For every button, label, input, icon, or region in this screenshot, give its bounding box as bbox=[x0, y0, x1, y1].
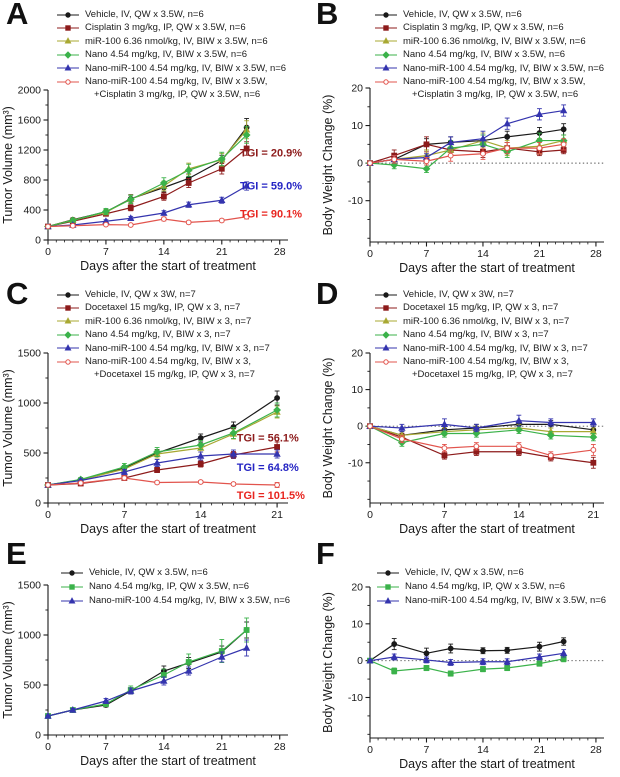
data-point bbox=[424, 159, 429, 164]
legend-label: miR-100 6.36 nmol/kg, IV, BIW x 3, n=7 bbox=[403, 315, 570, 327]
data-point bbox=[505, 146, 510, 151]
legend-label: Nano-miR-100 4.54 mg/kg, IV, BIW x 3, n=7 bbox=[85, 342, 270, 354]
data-point bbox=[128, 223, 133, 228]
data-point bbox=[275, 483, 280, 488]
y-tick-label: -10 bbox=[347, 457, 363, 470]
data-point bbox=[505, 134, 510, 139]
legend-label: Nano-miR-100 4.54 mg/kg, IV, BIW x 3.5W, bbox=[403, 75, 586, 87]
data-point bbox=[155, 480, 160, 485]
legend-label: Nano 4.54 mg/kg, IV, BIW x 3.5W, n=6 bbox=[403, 49, 566, 61]
legend-label: Vehicle, IV, QW x 3.5W, n=6 bbox=[405, 567, 524, 579]
series bbox=[46, 214, 249, 229]
data-point bbox=[442, 453, 447, 458]
legend-label: Nano-miR-100 4.54 mg/kg, IV, BIW x 3.5W, n=6 bbox=[405, 595, 607, 607]
x-axis-label: Days after the start of treatment bbox=[399, 261, 575, 275]
y-tick-label: 1500 bbox=[17, 347, 41, 360]
panel-F bbox=[310, 540, 620, 777]
data-point bbox=[392, 157, 397, 162]
series bbox=[45, 406, 280, 487]
data-point bbox=[70, 223, 75, 228]
data-point bbox=[424, 142, 429, 147]
x-tick-label: 0 bbox=[45, 509, 51, 521]
legend-label: Nano-miR-100 4.54 mg/kg, IV, BIW x 3, bbox=[403, 355, 569, 367]
series bbox=[45, 403, 280, 488]
data-point bbox=[448, 153, 453, 158]
series bbox=[46, 618, 249, 718]
data-point bbox=[368, 161, 373, 166]
y-tick-label: 1200 bbox=[17, 144, 41, 157]
data-point bbox=[591, 460, 596, 465]
x-axis-label: Days after the start of treatment bbox=[399, 522, 575, 536]
x-axis bbox=[367, 738, 604, 756]
legend-label: Nano 4.54 mg/kg, IV, BIW x 3.5W, n=6 bbox=[85, 49, 248, 61]
y-tick-label: 0 bbox=[35, 234, 41, 247]
x-tick-label: 7 bbox=[121, 509, 128, 521]
y-tick-label: 500 bbox=[23, 679, 41, 692]
panel-letter-B: B bbox=[316, 0, 339, 31]
y-axis bbox=[18, 85, 48, 247]
tgi-annotation: TGI = 90.1% bbox=[240, 208, 303, 221]
x-tick-label: 14 bbox=[477, 248, 489, 260]
x-axis-label: Days after the start of treatment bbox=[399, 757, 575, 771]
legend-label: miR-100 6.36 nmol/kg, IV, BIW x 3.5W, n=6 bbox=[403, 35, 586, 47]
y-tick-label: 0 bbox=[357, 420, 363, 433]
data-point bbox=[504, 659, 510, 664]
data-point bbox=[505, 648, 510, 653]
legend-label: +Docetaxel 15 mg/kg, IP, QW x 3, n=7 bbox=[94, 369, 255, 381]
legend-label: Vehicle, IV, QW x 3.5W, n=6 bbox=[403, 8, 522, 20]
legend-label: Docetaxel 15 mg/kg, IP, QW x 3, n=7 bbox=[85, 302, 241, 314]
x-tick-label: 21 bbox=[215, 246, 228, 258]
y-tick-label: -10 bbox=[347, 195, 363, 208]
data-point bbox=[537, 661, 542, 666]
data-point bbox=[392, 642, 397, 647]
y-tick-label: 400 bbox=[23, 204, 41, 217]
y-axis bbox=[18, 348, 48, 510]
data-point bbox=[78, 481, 83, 486]
data-point bbox=[392, 669, 397, 674]
data-point bbox=[591, 420, 597, 425]
legend-label: Nano-miR-100 4.54 mg/kg, IV, BIW x 3, n=7 bbox=[403, 342, 588, 354]
y-axis-label: Body Weight Change (%) bbox=[321, 592, 335, 733]
data-point bbox=[231, 482, 236, 487]
panel-D bbox=[310, 280, 620, 540]
series-line bbox=[48, 630, 247, 716]
chart-canvas-D bbox=[310, 280, 620, 540]
data-point bbox=[480, 659, 486, 664]
y-axis-label: Tumor Volume (mm³) bbox=[1, 106, 15, 224]
panel-letter-C: C bbox=[6, 280, 29, 311]
x-tick-label: 7 bbox=[103, 741, 109, 753]
x-tick-label: 7 bbox=[423, 744, 430, 756]
data-point bbox=[505, 666, 510, 671]
data-point bbox=[400, 437, 405, 442]
y-tick-label: 10 bbox=[351, 618, 363, 631]
data-point bbox=[481, 648, 486, 653]
data-point bbox=[154, 460, 160, 465]
x-tick-label: 21 bbox=[533, 744, 546, 756]
data-point bbox=[448, 660, 454, 665]
panel-B bbox=[310, 0, 620, 280]
x-tick-label: 21 bbox=[533, 248, 546, 260]
panel-A bbox=[0, 0, 310, 280]
legend-label: Cisplatin 3 mg/kg, IP, QW x 3.5W, n=6 bbox=[85, 22, 246, 34]
data-point bbox=[481, 667, 486, 672]
series-line bbox=[370, 144, 564, 163]
y-tick-label: 20 bbox=[351, 82, 363, 95]
x-tick-label: 28 bbox=[273, 246, 286, 258]
panel-letter-D: D bbox=[316, 280, 339, 311]
panel-letter-F: F bbox=[316, 540, 335, 571]
legend-label: Vehicle, IV, QW x 3W, n=7 bbox=[403, 288, 514, 300]
y-tick-label: 0 bbox=[35, 729, 41, 742]
legend-label: Nano-miR-100 4.54 mg/kg, IV, BIW x 3.5W, bbox=[85, 75, 268, 87]
tgi-annotation: TGI = 20.9% bbox=[240, 147, 303, 160]
chart-canvas-A bbox=[0, 0, 310, 280]
x-tick-label: 21 bbox=[215, 741, 228, 753]
y-axis bbox=[348, 83, 370, 243]
series bbox=[46, 119, 249, 229]
y-tick-label: 0 bbox=[357, 157, 363, 170]
x-axis-label: Days after the start of treatment bbox=[80, 259, 256, 273]
x-tick-label: 21 bbox=[271, 509, 283, 521]
data-point bbox=[161, 217, 166, 222]
y-tick-label: -10 bbox=[347, 691, 363, 704]
data-point bbox=[275, 396, 280, 401]
data-point bbox=[537, 146, 542, 151]
x-tick-label: 0 bbox=[367, 744, 373, 756]
series-line bbox=[48, 128, 247, 227]
y-tick-label: 0 bbox=[357, 655, 363, 668]
x-tick-label: 0 bbox=[45, 246, 51, 258]
chart-canvas-B bbox=[310, 0, 620, 280]
data-point bbox=[46, 483, 51, 488]
x-tick-label: 14 bbox=[158, 741, 170, 753]
data-point bbox=[368, 424, 373, 429]
data-point bbox=[275, 445, 280, 450]
data-point bbox=[442, 446, 447, 451]
data-point bbox=[480, 136, 486, 141]
data-point bbox=[198, 453, 204, 458]
series-line bbox=[48, 630, 247, 716]
legend-label: +Cisplatin 3 mg/kg, IP, QW x 3.5W, n=6 bbox=[94, 89, 261, 101]
data-point bbox=[219, 654, 225, 659]
legend-label: Nano 4.54 mg/kg, IV, BIW x 3, n=7 bbox=[403, 329, 549, 341]
tgi-annotation: TGI = 59.0% bbox=[240, 180, 303, 193]
x-axis-label: Days after the start of treatment bbox=[80, 754, 256, 768]
series-line bbox=[48, 412, 277, 485]
data-point bbox=[474, 444, 479, 449]
y-tick-label: 1000 bbox=[17, 397, 41, 410]
data-point bbox=[198, 480, 203, 485]
legend-label: Vehicle, IV, QW x 3.5W, n=6 bbox=[85, 8, 204, 20]
x-axis bbox=[45, 503, 288, 521]
series bbox=[45, 121, 249, 229]
data-point bbox=[424, 651, 429, 656]
chart-canvas-F bbox=[310, 540, 620, 777]
y-tick-label: 10 bbox=[351, 384, 363, 397]
x-tick-label: 28 bbox=[590, 248, 602, 260]
data-point bbox=[448, 646, 453, 651]
data-point bbox=[198, 436, 203, 441]
x-tick-label: 28 bbox=[273, 741, 286, 753]
data-point bbox=[155, 468, 160, 473]
data-point bbox=[186, 220, 191, 225]
data-point bbox=[561, 639, 566, 644]
data-point bbox=[537, 111, 543, 116]
x-tick-label: 14 bbox=[194, 509, 207, 521]
data-point bbox=[186, 660, 191, 665]
tgi-annotation: TGI = 56.1% bbox=[236, 432, 299, 445]
y-tick-label: 1000 bbox=[17, 629, 41, 642]
data-point bbox=[516, 418, 522, 423]
data-point bbox=[537, 644, 542, 649]
data-point bbox=[219, 197, 225, 202]
data-point bbox=[591, 448, 596, 453]
series-line bbox=[370, 653, 564, 662]
legend-label: Vehicle, IV, QW x 3.5W, n=6 bbox=[89, 567, 208, 579]
data-point bbox=[161, 194, 166, 199]
legend-label: Nano 4.54 mg/kg, IV, BIW x 3, n=7 bbox=[85, 329, 231, 341]
y-tick-label: 20 bbox=[351, 581, 363, 594]
x-axis bbox=[367, 503, 604, 521]
data-point bbox=[219, 166, 224, 171]
panel-letter-A: A bbox=[6, 0, 29, 31]
series bbox=[46, 622, 249, 718]
y-tick-label: 1500 bbox=[17, 579, 41, 592]
data-point bbox=[128, 205, 133, 210]
legend-label: miR-100 6.36 nmol/kg, IV, BIW x 3, n=7 bbox=[85, 315, 252, 327]
legend-label: Nano-miR-100 4.54 mg/kg, IV, BIW x 3.5W, n=6 bbox=[403, 62, 605, 74]
y-axis-label: Body Weight Change (%) bbox=[321, 357, 335, 499]
panel-letter-E: E bbox=[6, 540, 27, 571]
legend-label: Nano-miR-100 4.54 mg/kg, IV, BIW x 3, bbox=[85, 355, 251, 367]
y-tick-label: 2000 bbox=[17, 84, 41, 97]
x-tick-label: 0 bbox=[367, 248, 373, 260]
y-tick-label: 500 bbox=[23, 447, 41, 460]
data-point bbox=[391, 654, 397, 659]
data-point bbox=[104, 222, 109, 227]
data-point bbox=[161, 678, 167, 683]
data-point bbox=[548, 453, 553, 458]
x-axis bbox=[367, 242, 604, 260]
x-tick-label: 14 bbox=[477, 744, 489, 756]
y-axis bbox=[348, 348, 370, 504]
data-point bbox=[46, 224, 51, 229]
legend-label: Vehicle, IV, QW x 3W, n=7 bbox=[85, 288, 196, 300]
y-axis-label: Body Weight Change (%) bbox=[321, 94, 335, 236]
panel-C bbox=[0, 280, 310, 540]
x-tick-label: 28 bbox=[590, 744, 602, 756]
tgi-annotation: TGI = 101.5% bbox=[236, 490, 305, 502]
x-axis bbox=[45, 735, 288, 753]
legend-label: Nano 4.54 mg/kg, IP, QW x 3.5W, n=6 bbox=[89, 581, 250, 593]
legend-label: +Cisplatin 3 mg/kg, IP, QW x 3.5W, n=6 bbox=[412, 89, 579, 101]
data-point bbox=[244, 628, 249, 633]
data-point bbox=[424, 657, 430, 662]
data-point bbox=[198, 462, 203, 467]
data-point bbox=[517, 444, 522, 449]
series-line bbox=[48, 130, 247, 227]
legend-label: miR-100 6.36 nmol/kg, IV, BIW x 3.5W, n=6 bbox=[85, 35, 268, 47]
y-axis bbox=[18, 580, 48, 742]
y-tick-label: 0 bbox=[35, 497, 41, 510]
data-point bbox=[442, 421, 448, 426]
x-tick-label: 14 bbox=[158, 246, 170, 258]
data-point bbox=[424, 666, 429, 671]
x-axis bbox=[45, 240, 288, 258]
data-point bbox=[561, 127, 566, 132]
data-point bbox=[561, 650, 567, 655]
legend-label: Nano-miR-100 4.54 mg/kg, IV, BIW x 3.5W, n=6 bbox=[89, 595, 291, 607]
chart-canvas-C bbox=[0, 280, 310, 540]
legend-label: +Docetaxel 15 mg/kg, IP, QW x 3, n=7 bbox=[412, 369, 573, 381]
panel-E bbox=[0, 540, 310, 777]
x-tick-label: 7 bbox=[441, 509, 448, 521]
legend-label: Docetaxel 15 mg/kg, IP, QW x 3, n=7 bbox=[403, 302, 559, 314]
x-axis-label: Days after the start of treatment bbox=[80, 522, 256, 536]
legend-label: Nano-miR-100 4.54 mg/kg, IV, BIW x 3.5W, n=6 bbox=[85, 62, 287, 74]
data-point bbox=[122, 476, 127, 481]
data-point bbox=[186, 181, 191, 186]
x-tick-label: 21 bbox=[587, 509, 600, 521]
x-tick-label: 0 bbox=[367, 509, 373, 521]
chart-canvas-E bbox=[0, 540, 310, 777]
data-point bbox=[561, 142, 566, 147]
data-point bbox=[399, 425, 405, 430]
y-axis bbox=[348, 582, 370, 739]
x-tick-label: 14 bbox=[513, 509, 525, 521]
series-line bbox=[48, 135, 247, 227]
data-point bbox=[537, 654, 543, 659]
y-axis-label: Tumor Volume (mm³) bbox=[1, 601, 15, 719]
data-point bbox=[504, 121, 510, 126]
y-tick-label: 800 bbox=[23, 174, 41, 187]
data-point bbox=[244, 645, 250, 650]
y-tick-label: 1600 bbox=[17, 114, 41, 127]
data-point bbox=[219, 218, 224, 223]
x-tick-label: 7 bbox=[103, 246, 109, 258]
y-tick-label: 20 bbox=[351, 347, 363, 360]
series bbox=[45, 127, 250, 230]
x-tick-label: 0 bbox=[45, 741, 51, 753]
legend-label: Nano 4.54 mg/kg, IP, QW x 3.5W, n=6 bbox=[405, 581, 566, 593]
data-point bbox=[481, 151, 486, 156]
data-point bbox=[448, 671, 453, 676]
y-tick-label: 10 bbox=[351, 120, 363, 133]
x-tick-label: 7 bbox=[423, 248, 430, 260]
tgi-annotation: TGI = 64.8% bbox=[236, 462, 299, 474]
data-point bbox=[561, 108, 567, 113]
y-axis-label: Tumor Volume (mm³) bbox=[1, 369, 15, 487]
legend-label: Cisplatin 3 mg/kg, IP, QW x 3.5W, n=6 bbox=[403, 22, 564, 34]
